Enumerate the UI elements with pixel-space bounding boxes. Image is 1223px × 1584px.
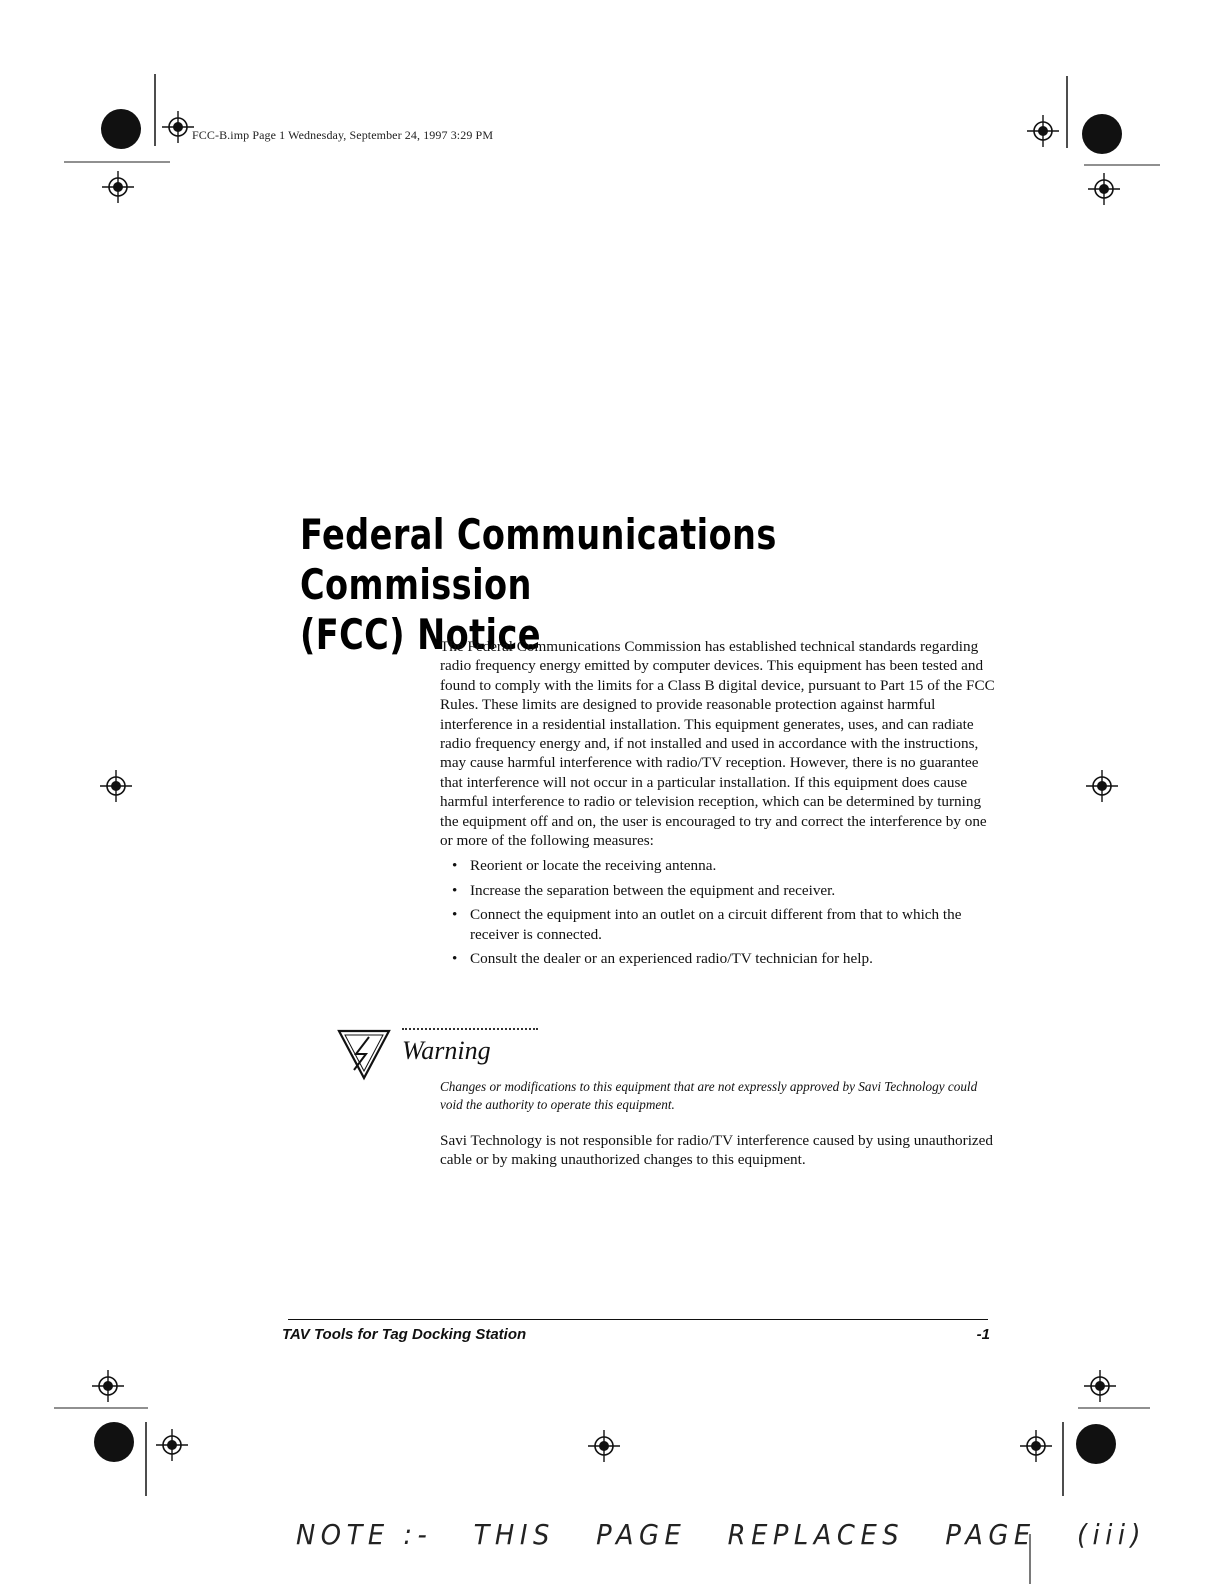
list-item: • Consult the dealer or an experienced radio/TV technician for help. (440, 949, 1000, 968)
list-item: • Increase the separation between the equipment and receiver. (440, 881, 1000, 900)
handnote-word: NOTE :- (296, 1518, 433, 1551)
measures-list (440, 856, 1000, 968)
warning-divider (402, 1028, 538, 1030)
notice-body (440, 637, 1000, 974)
handnote-word: REPLACES (727, 1518, 905, 1551)
page-title-line-2: (FCC) Notice (300, 610, 541, 659)
handnote-word: PAGE (945, 1518, 1036, 1551)
intro-paragraph: The Federal Communications Commission has established technical standards regarding radio frequency energy emitted by computer devices. This equipment has been tested and found to comply with the limits for a Class B digital device, pursuant to Part 15 of the FCC Rules. These limits are designed to provide reasonable protection against harmful interference in a residential installation. This equipment generates, uses, and can radiate radio frequency energy and, if not installed and used in accordance with the instructions, may cause harmful interference with radio/TV reception. However, there is no guarantee that interference will not occur in a particular installation. If this equipment does cause harmful interference to radio or television reception, which can be determined by turning the equipment off and on, the user is encouraged to try and correct the interference by one or more of the following measures: (440, 638, 995, 850)
print-stamp: FCC-B.imp Page 1 Wednesday, September 24, 1997 3:29 PM (192, 128, 494, 142)
page-number: -1 (976, 1326, 990, 1343)
list-item: • Connect the equipment into an outlet on a circuit different from that to which the receiver is connected. (440, 905, 1000, 944)
disclaimer-paragraph: Savi Technology is not responsible for radio/TV interference caused by using unauthorized cable or by making unauthorized changes to this equipment. (440, 1132, 993, 1169)
footer-title: TAV Tools for Tag Docking Station (282, 1326, 527, 1343)
warning-text: Changes or modifications to this equipment that are not expressly approved by Savi Technology could void the authority to operate this equipment. (440, 1079, 978, 1112)
handnote-word: THIS (473, 1518, 555, 1551)
handnote-word: (iii) (1076, 1518, 1147, 1551)
list-item: • Reorient or locate the receiving antenna. (440, 856, 1000, 875)
warning-title: Warning (402, 1036, 491, 1065)
page-title-line-1: Federal Communications Commission (300, 510, 777, 609)
footer-divider (288, 1319, 988, 1320)
warning-lightning-icon (336, 1026, 392, 1082)
handwritten-note (296, 1518, 1174, 1551)
handnote-word: PAGE (596, 1518, 687, 1551)
